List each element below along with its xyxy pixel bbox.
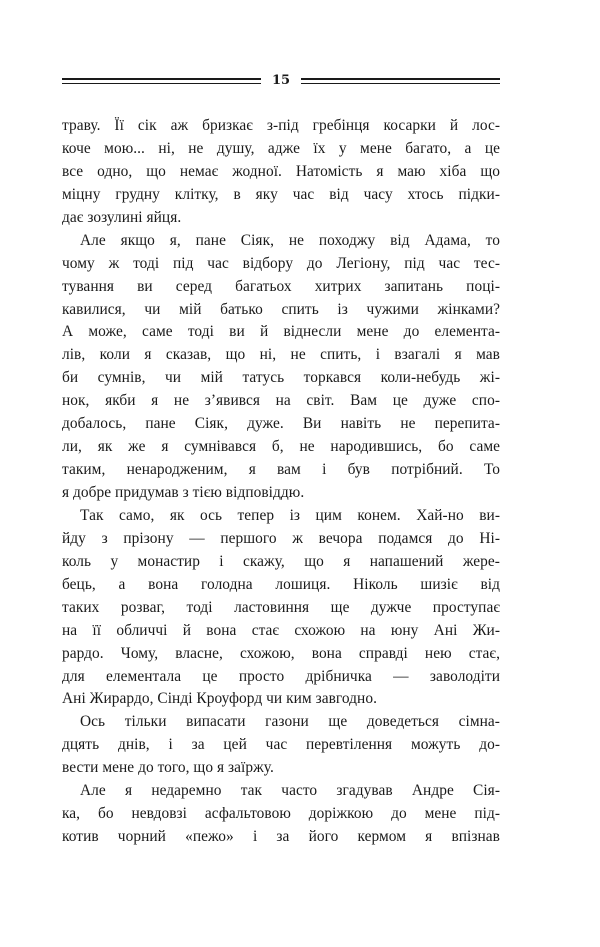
text-line: би сумнів, чи мій татусь торкався коли-небудь жі- [62, 369, 500, 387]
page-header [62, 72, 500, 90]
text-line: Ані Жирардо, Сінді Кроуфорд чи ким завгодно. [62, 690, 377, 708]
text-line: А може, саме тоді ви й віднесли мене до елемента- [62, 323, 500, 341]
text-line: ка, бо невдовзі асфальтовою доріжкою до мене під- [62, 805, 500, 823]
text-line: ли, як же я сумнівався б, не народившись, бо саме [62, 438, 500, 456]
header-rule-right [301, 78, 500, 84]
text-line: міцну грудну клітку, в яку час від часу хтось підки- [62, 185, 500, 203]
text-line: коль у монастир і скажу, що я напашений жере- [62, 552, 500, 570]
text-line: чому ж тоді під час відбору до Легіону, під час тес- [62, 254, 500, 272]
text-line: добалось, пане Сіяк, дуже. Ви навіть не перепита- [62, 415, 500, 433]
header-rule-left [62, 78, 261, 84]
page-number: 15 [271, 73, 291, 88]
text-line: бець, а вона голодна лошиця. Ніколь шизіє від [62, 575, 500, 593]
text-line: Ось тільки випасати газони ще доведеться сімна- [80, 713, 500, 731]
text-line: таких розваг, тоді ластовиння ще дужче проступає [62, 598, 500, 616]
text-line: я добре придумав з тією відповіддю. [62, 484, 305, 501]
text-line: Так само, як ось тепер із цим конем. Хай-но ви- [80, 506, 500, 524]
text-line: тування ви серед багатьох хитрих запитань поці- [62, 277, 500, 295]
body-text [62, 115, 500, 849]
text-line: рардо. Чому, власне, схожою, вона справді нею стає, [62, 644, 500, 662]
text-line: вести мене до того, що я заїржу. [62, 759, 274, 777]
text-line: таким, ненародженим, я вам і був потрібний. То [62, 461, 500, 479]
text-line: кавилися, чи мій батько спить із чужими жінками? [62, 300, 500, 318]
text-line: нок, якби я не з’явився на світ. Вам це дуже спо- [62, 392, 500, 410]
text-line: йду з прізону — першого ж вечора подамся до Ні- [62, 529, 500, 547]
text-line: дцять днів, і за цей час перевтілення можуть до- [62, 736, 500, 754]
text-line: Але якщо я, пане Сіяк, не походжу від Адама, то [80, 231, 500, 249]
text-line: все одно, що немає жодної. Натомість я маю хіба що [62, 162, 500, 180]
text-line: для елементала це просто дрібничка — заволодіти [62, 667, 500, 685]
text-line: на її обличчі й вона стає схожою на юну Ані Жи- [62, 621, 500, 639]
text-line: коче мою... ні, не душу, адже їх у мене багато, а це [62, 139, 500, 157]
text-line: котив чорний «пежо» і за його кермом я впізнав [62, 828, 500, 846]
text-line: Але я недаремно так часто згадував Андре Сія- [80, 782, 500, 800]
text-line: дає зозулині яйця. [62, 208, 182, 226]
text-line: траву. Її сік аж бризкає з-під гребінця косарки й лос- [62, 117, 500, 134]
text-line: лів, коли я сказав, що ні, не спить, і взагалі я мав [62, 346, 500, 364]
